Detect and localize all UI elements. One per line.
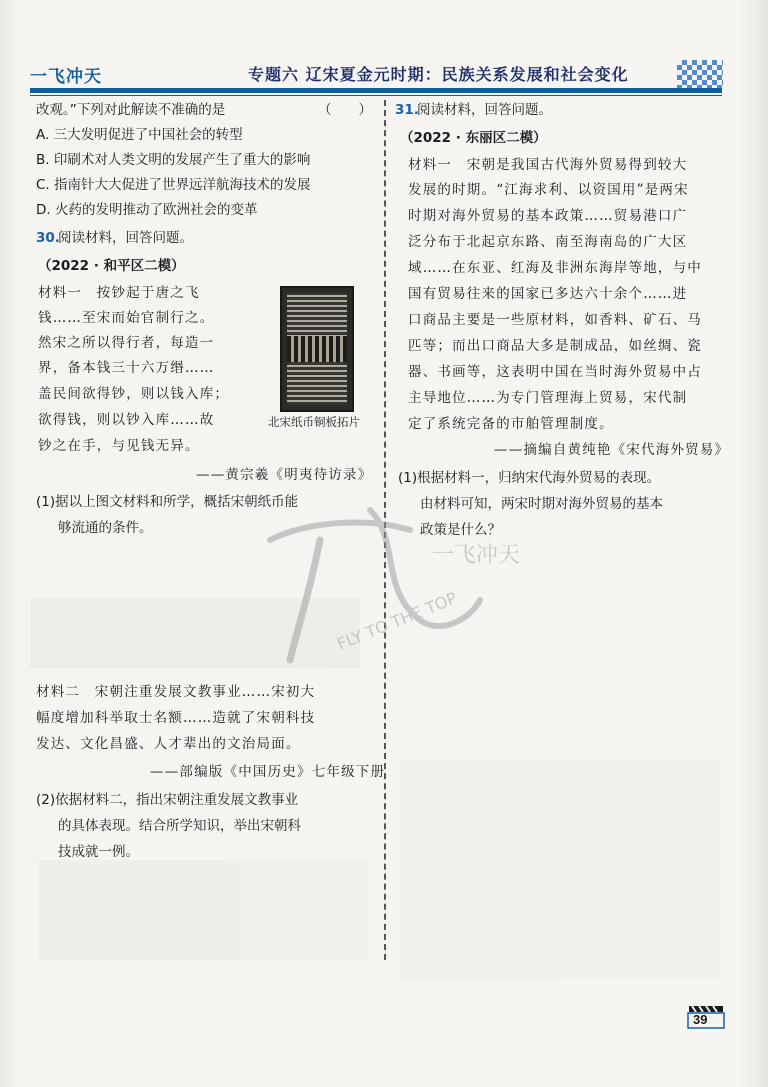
q31-sub1-line: 由材料可知，两宋时期对海外贸易的基本 [420, 496, 663, 512]
bleed-through-block [38, 860, 368, 960]
q31-material1-line: 材料一 宋朝是我国古代海外贸易得到较大 [408, 157, 688, 173]
q29-option-c: C. 指南针大大促进了世界远洋航海技术的发展 [36, 177, 311, 193]
q31-prompt: 阅读材料，回答问题。 [417, 102, 552, 118]
q31-material1-line: 口商品主要是一些原材料，如香料、矿石、马 [408, 312, 702, 328]
header-brand: 一飞冲天 [30, 67, 102, 87]
q30-sub1-line: 够流通的条件。 [58, 520, 153, 536]
q29-option-d: D. 火药的发明推动了欧洲社会的变革 [36, 202, 258, 218]
q30-sub1-line: (1)据以上图文材料和所学，概括宋朝纸币能 [36, 494, 299, 510]
q31-material1-citation: ——摘编自黄纯艳《宋代海外贸易》 [494, 442, 730, 458]
q31-material1-line: 主导地位……为专门管理海上贸易，宋代制 [408, 390, 688, 406]
q31-material1-line: 域……在东亚、红海及非洲东海岸等地，与中 [408, 260, 702, 276]
q30-sub2-line: 技成就一例。 [58, 844, 139, 860]
q31-material1-line: 时期对海外贸易的基本政策……贸易港口广 [408, 208, 688, 224]
q30-material1-citation: ——黄宗羲《明夷待访录》 [196, 467, 373, 483]
header-checker-decoration [677, 60, 723, 88]
q31-material1-line: 器、书画等，这表明中国在当时海外贸易中占 [408, 364, 702, 380]
fly-to-the-top-watermark [250, 500, 580, 670]
header-rule-thin [30, 95, 722, 96]
q31-material1-line: 发展的时期。“江海求利、以资国用”是两宋 [408, 182, 689, 198]
q30-material1-line: 钞之在手，与见钱无异。 [38, 438, 200, 454]
q30-material1-line: 材料一 按钞起于唐之飞 [38, 285, 200, 301]
q30-prompt: 阅读材料，回答问题。 [58, 230, 193, 246]
watermark-chars: 一飞冲天 [432, 543, 521, 568]
q31-material1-line: 泛分布于北起京东路、南至海南岛的广大区 [408, 234, 688, 250]
q31-sub1-line: 政策是什么？ [420, 522, 501, 538]
q31-material1-line: 国有贸易往来的国家已多达六十余个……进 [408, 286, 688, 302]
q30-material1-line: 盖民间欲得钞，则以钱入库； [38, 386, 230, 402]
q30-material1-line: 然宋之所以得行者，每造一 [38, 335, 215, 351]
q30-source: （2022 · 和平区二模） [38, 258, 185, 274]
header-title: 专题六 辽宋夏金元时期：民族关系发展和社会变化 [248, 65, 629, 84]
header-rule [30, 88, 722, 93]
song-banknote-rubbing-image [280, 286, 354, 412]
bleed-through-block [400, 760, 720, 980]
q31-material1-line: 匹等；而出口商品大多是制成品，如丝绸、瓷 [408, 338, 702, 354]
q31-source: （2022 · 东丽区二模） [400, 130, 547, 146]
q30-material2-line: 发达、文化昌盛、人才辈出的文治局面。 [36, 736, 301, 752]
q30-number: 30. [36, 230, 60, 246]
q31-material1-line: 定了系统完备的市舶管理制度。 [408, 416, 614, 432]
q30-material2-line: 幅度增加科举取士名额……造就了宋朝科技 [36, 710, 316, 726]
q30-material1-line: 钱……至宋而始官制行之。 [38, 310, 215, 326]
q29-option-b: B. 印刷术对人类文明的发展产生了重大的影响 [36, 152, 311, 168]
q29-answer-paren: （ ） [318, 102, 372, 118]
q31-number: 31. [395, 102, 419, 118]
q29-tail: 改观。”下列对此解读不准确的是 [36, 102, 226, 118]
banknote-caption: 北宋纸币铜板拓片 [268, 415, 360, 429]
q30-material2-line: 材料二 宋朝注重发展文教事业……宋初大 [36, 684, 316, 700]
q31-sub1-line: (1)根据材料一，归纳宋代海外贸易的表现。 [398, 470, 661, 486]
q30-material2-citation: ——部编版《中国历史》七年级下册 [150, 764, 386, 780]
q29-option-a: A. 三大发明促进了中国社会的转型 [36, 127, 243, 143]
q30-sub2-line: 的具体表现。结合所学知识，举出宋朝科 [58, 818, 301, 834]
q30-material1-line: 界，备本钱三十六万缗…… [38, 360, 215, 376]
watermark-latin: FLY TO THE TOP [334, 588, 460, 654]
q30-material1-line: 欲得钱，则以钞入库……故 [38, 412, 215, 428]
page-number: 39 [693, 1012, 708, 1027]
q30-sub2-line: (2)依据材料二，指出宋朝注重发展文教事业 [36, 792, 299, 808]
